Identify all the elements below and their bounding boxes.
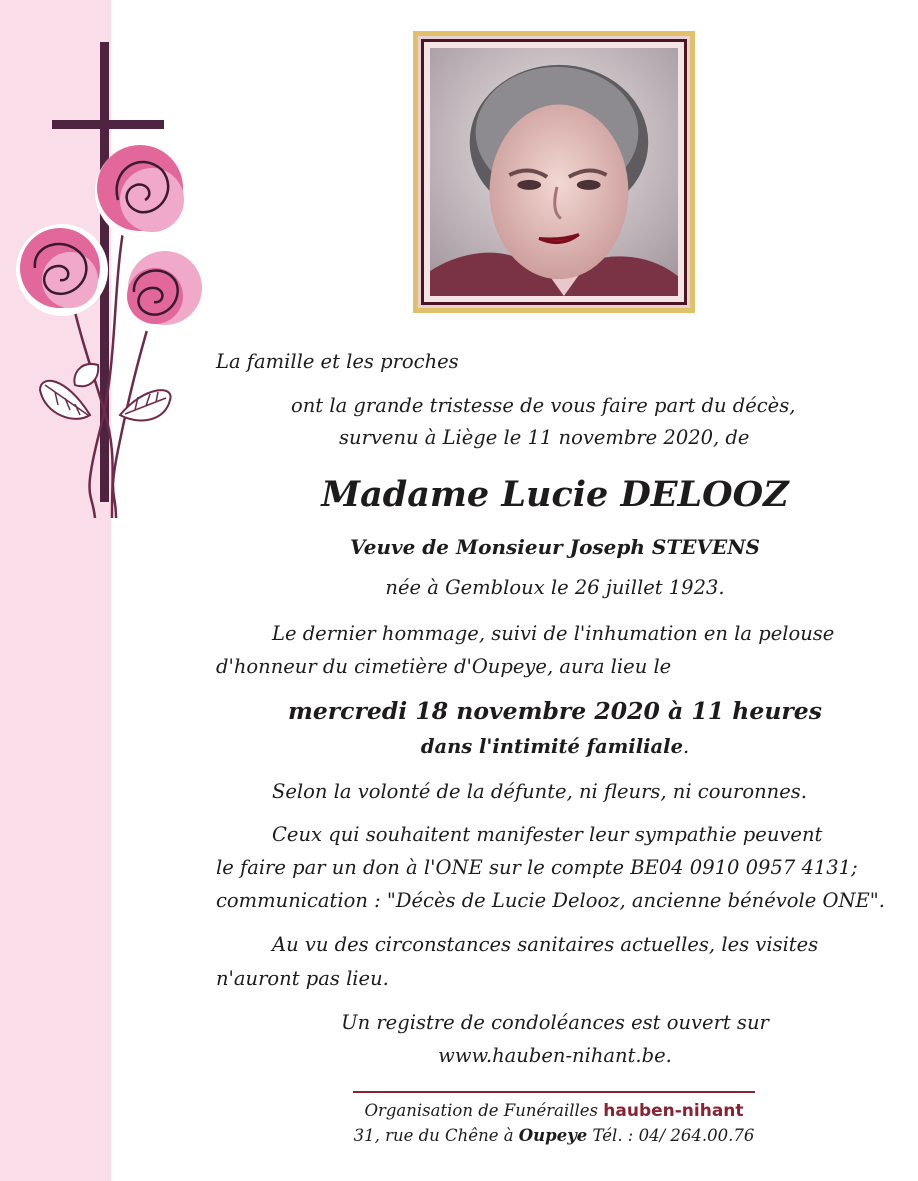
flowers-line: Selon la volonté de la défunte, ni fleurs, ni couronnes. [272, 780, 807, 803]
photo-frame [413, 31, 695, 313]
donation-line-3: communication : "Décès de Lucie Delooz, ancienne bénévole ONE". [216, 889, 885, 912]
visits-line-2: n'auront pas lieu. [216, 967, 389, 990]
portrait-photo [430, 48, 678, 296]
donation-line-2: le faire par un don à l'ONE sur le compte BE04 0910 0957 4131; [216, 856, 858, 879]
footer-address [300, 1126, 808, 1146]
brand-logo-text: hauben-nihant [603, 1101, 744, 1121]
deceased-name: Madame Lucie DELOOZ [321, 474, 789, 515]
footer-address-prefix: 31, rue du Chêne à [353, 1126, 514, 1145]
intimacy-text: dans l'intimité familiale [420, 735, 683, 758]
intro-line-2: ont la grande tristesse de vous faire part du décès, [291, 394, 796, 417]
register-website: www.hauben-nihant.be. [438, 1044, 672, 1067]
visits-line-1: Au vu des circonstances sanitaires actuelles, les visites [272, 933, 819, 956]
footer-divider [353, 1091, 755, 1093]
footer-organisation [300, 1101, 808, 1121]
cross-horizontal [52, 120, 164, 129]
ceremony-intimacy-line [260, 735, 850, 759]
donation-line-1: Ceux qui souhaitent manifester leur sympathie peuvent [272, 823, 823, 846]
footer-town: Oupeye [518, 1126, 588, 1145]
footer-phone: Tél. : 04/ 264.00.76 [592, 1126, 755, 1145]
spouse-line: Veuve de Monsieur Joseph STEVENS [350, 535, 760, 559]
footer-org-prefix: Organisation de Funérailles [364, 1101, 599, 1120]
intro-line-1: La famille et les proches [216, 350, 459, 373]
ceremony-line-1: Le dernier hommage, suivi de l'inhumation en la pelouse [272, 622, 835, 645]
intimacy-period: . [682, 735, 690, 758]
intro-line-3: survenu à Liège le 11 novembre 2020, de [339, 426, 750, 449]
cross-and-roses-illustration [0, 30, 230, 530]
ceremony-line-2: d'honneur du cimetière d'Oupeye, aura lieu le [216, 655, 672, 678]
birth-line: née à Gembloux le 26 juillet 1923. [385, 576, 725, 599]
register-line-1: Un registre de condoléances est ouvert sur [341, 1011, 769, 1034]
ceremony-date: mercredi 18 novembre 2020 à 11 heures [287, 697, 822, 725]
